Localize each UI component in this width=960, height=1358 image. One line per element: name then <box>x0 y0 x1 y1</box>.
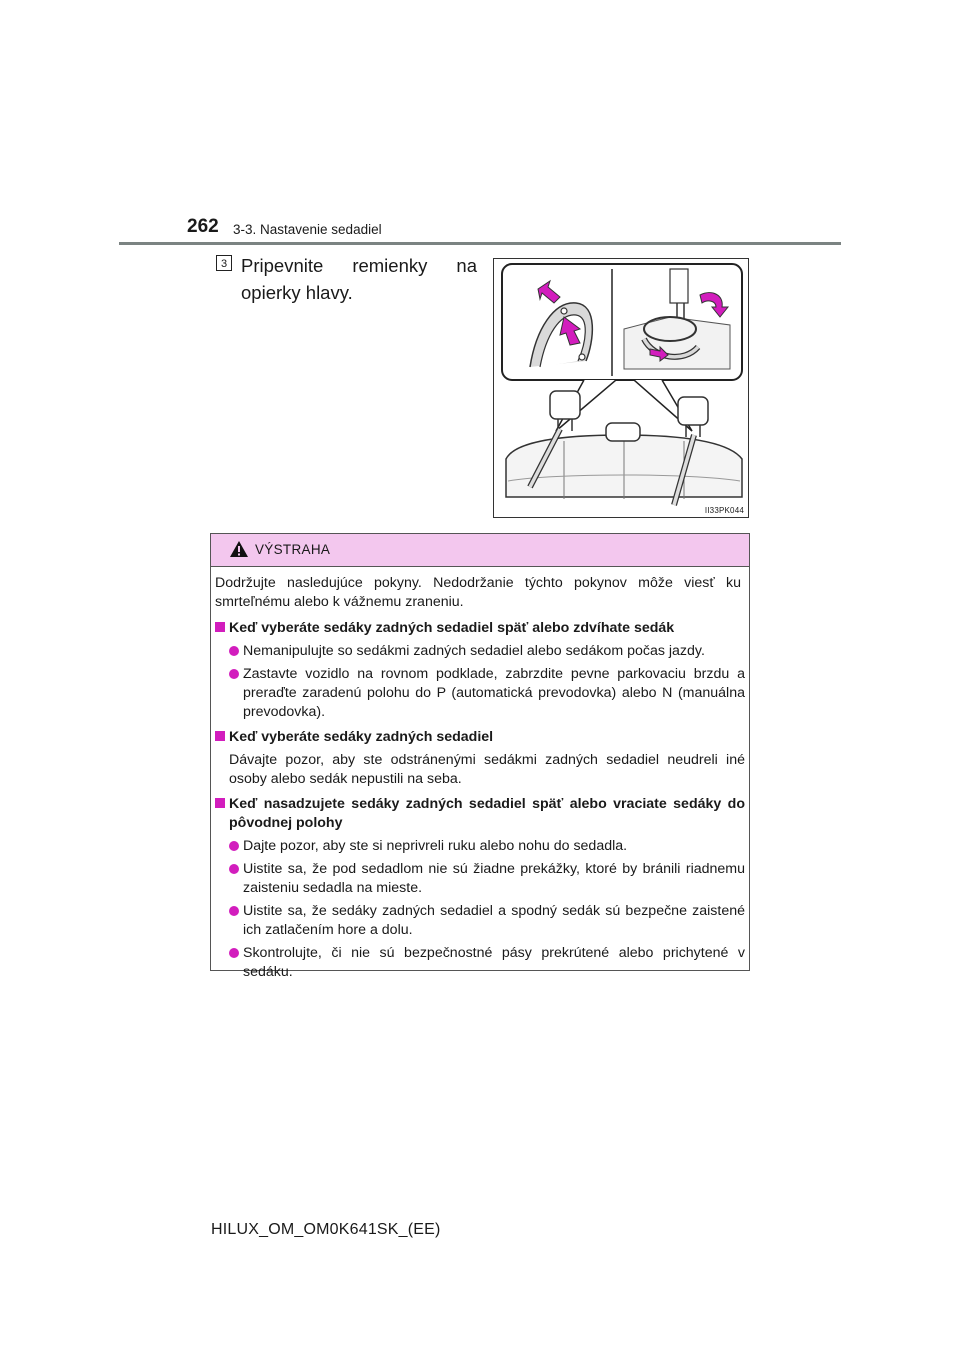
warning-paragraph: Dávajte pozor, aby ste odstránenými sedákmi zadných sedadiel neudreli iné osoby alebo sedák nepustili na seba. <box>229 752 745 787</box>
warning-title: VÝSTRAHA <box>255 542 331 557</box>
footer-doc-id: HILUX_OM_OM0K641SK_(EE) <box>211 1221 441 1238</box>
warning-item: Dajte pozor, aby ste si neprivreli ruku alebo nohu do sedadla. <box>215 837 745 856</box>
circle-bullet-icon <box>229 646 239 656</box>
step-number-badge: 3 <box>216 255 232 271</box>
warning-heading-1: Keď vyberáte sedáky zadných sedadiel späť alebo zdvíhate sedák <box>215 619 745 638</box>
circle-bullet-icon <box>229 864 239 874</box>
section-title: 3-3. Nastavenie sedadiel <box>233 222 382 237</box>
square-bullet-icon <box>215 731 225 741</box>
step-instruction: Pripevnite remienky na opierky hlavy. <box>241 255 477 303</box>
circle-bullet-icon <box>229 906 239 916</box>
warning-box <box>210 533 750 980</box>
warning-body <box>215 574 745 986</box>
warning-item: Zastavte vozidlo na rovnom podklade, zabrzdite pevne parkovaciu brzdu a preraďte zaradenú polohu do P (automatická prevodovka) alebo N (manuálna prevodovka). <box>215 665 745 722</box>
circle-bullet-icon <box>229 841 239 851</box>
warning-triangle-icon <box>229 540 249 558</box>
warning-heading-3: Keď nasadzujete sedáky zadných sedadiel späť alebo vraciate sedáky do pôvodnej polohy <box>215 795 745 833</box>
square-bullet-icon <box>215 622 225 632</box>
warning-item: Uistite sa, že sedáky zadných sedadiel a spodný sedák sú bezpečne zaistené ich zatlačením hore a dolu. <box>215 902 745 940</box>
illustration-figure <box>493 258 749 518</box>
warning-item: Nemanipulujte so sedákmi zadných sedadiel alebo sedákom počas jazdy. <box>215 642 745 661</box>
seat-strap-illustration <box>494 259 748 517</box>
figure-code: II33PK044 <box>704 506 744 515</box>
header-rule <box>119 242 841 245</box>
warning-intro: Dodržujte nasledujúce pokyny. Nedodržanie týchto pokynov môže viesť ku smrteľnému alebo k vážnemu zraneniu. <box>215 575 741 610</box>
warning-item: Uistite sa, že pod sedadlom nie sú žiadne prekážky, ktoré by bránili riadnemu zaisteniu sedadla na mieste. <box>215 860 745 898</box>
square-bullet-icon <box>215 798 225 808</box>
warning-item: Skontrolujte, či nie sú bezpečnostné pásy prekrútené alebo prichytené v sedáku. <box>215 944 745 982</box>
warning-heading-2: Keď vyberáte sedáky zadných sedadiel <box>215 728 745 747</box>
page-number: 262 <box>187 216 219 237</box>
circle-bullet-icon <box>229 948 239 958</box>
warning-header <box>211 534 749 567</box>
circle-bullet-icon <box>229 669 239 679</box>
